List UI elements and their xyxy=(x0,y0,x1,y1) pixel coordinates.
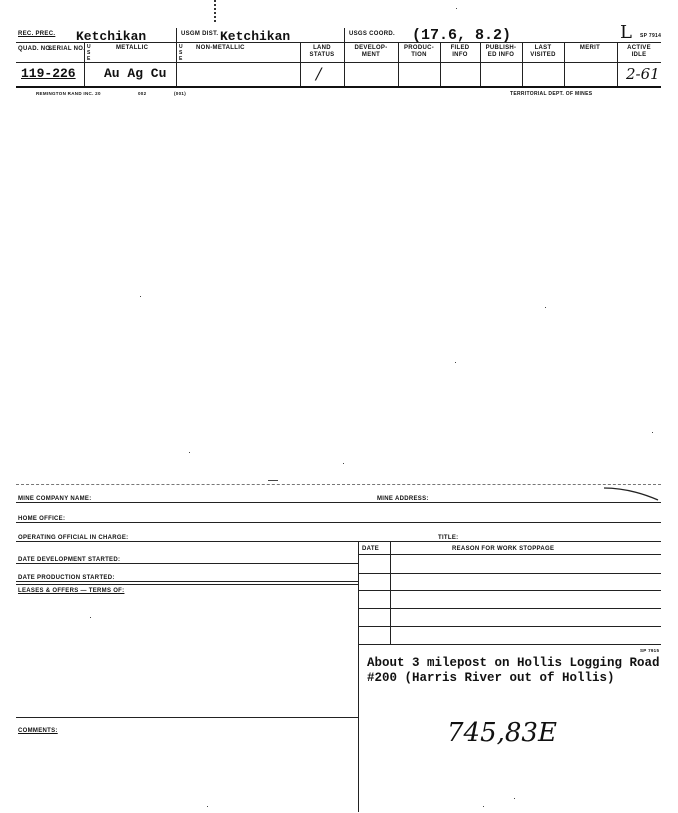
filed-info-header: FILED INFO xyxy=(450,45,470,58)
use-nonmetallic-code: U S E xyxy=(179,44,183,62)
metallic-value: Au Ag Cu xyxy=(104,66,167,81)
scan-speck xyxy=(140,296,141,297)
col-divider xyxy=(84,43,85,86)
row-rule xyxy=(358,573,661,574)
scan-speck xyxy=(189,452,190,453)
scan-mark xyxy=(214,0,216,22)
rec-prec-label: REC. PREC. xyxy=(18,31,56,37)
row-rule xyxy=(358,590,661,591)
scan-speck xyxy=(652,432,653,433)
merit-header: MERIT xyxy=(579,45,601,51)
serial-no-header: SERIAL NO. xyxy=(48,46,86,52)
row-rule xyxy=(16,541,661,542)
non-metallic-header: NON-METALLIC xyxy=(196,45,245,51)
usgm-dist-label: USGM DIST. xyxy=(181,31,219,37)
metallic-header: METALLIC xyxy=(116,45,149,51)
usgm-dist-value: Ketchikan xyxy=(220,29,291,44)
location-line-2: #200 (Harris River out of Hollis) xyxy=(367,671,615,685)
footer-department: TERRITORIAL DEPT. OF MINES xyxy=(510,91,593,97)
reason-col-label: REASON FOR WORK STOPPAGE xyxy=(452,546,555,552)
active-idle-header: ACTIVE IDLE xyxy=(627,45,651,58)
col-divider xyxy=(522,43,523,86)
usgs-coord-label: USGS COORD. xyxy=(349,31,395,37)
form-number-bottom: SP 7915 xyxy=(640,648,660,653)
date-development-label: DATE DEVELOPMENT STARTED: xyxy=(18,557,121,563)
footer-code-2: (001) xyxy=(174,91,187,96)
header-row-bottom xyxy=(16,62,661,63)
row-rule xyxy=(16,522,661,523)
location-line-1: About 3 milepost on Hollis Logging Road xyxy=(367,656,660,670)
date-col-border xyxy=(390,542,391,644)
date-production-label: DATE PRODUCTION STARTED: xyxy=(18,575,115,581)
development-header: DEVELOP-MENT xyxy=(354,45,388,58)
col-divider xyxy=(440,43,441,86)
quad-serial-value: 119-226 xyxy=(21,66,76,81)
quad-no-header: QUAD. NO. xyxy=(18,46,53,52)
handwritten-reference: 745,83E xyxy=(447,718,557,748)
leases-label: LEASES & OFFERS — TERMS OF: xyxy=(18,588,125,594)
row-rule xyxy=(358,626,661,627)
col-divider xyxy=(480,43,481,86)
scan-speck xyxy=(545,307,546,308)
row-rule xyxy=(358,644,661,645)
row-rule xyxy=(16,717,358,718)
use-metallic-code: U S E xyxy=(87,44,91,62)
home-office-label: HOME OFFICE: xyxy=(18,516,66,522)
scan-speck xyxy=(455,362,456,363)
mine-record-card-bottom xyxy=(0,470,678,813)
comments-label: COMMENTS: xyxy=(18,728,58,734)
col-divider xyxy=(300,43,301,86)
row-rule xyxy=(358,608,661,609)
card-top-mark xyxy=(268,480,278,481)
operating-official-label: OPERATING OFFICIAL IN CHARGE: xyxy=(18,535,129,541)
land-status-header: LAND STATUS xyxy=(309,45,335,58)
date-col-label: DATE xyxy=(362,546,380,552)
mine-address-label: MINE ADDRESS: xyxy=(377,496,429,502)
card-top-edge xyxy=(16,484,661,485)
row-rule xyxy=(16,563,358,564)
production-header: PRODUC-TION xyxy=(403,45,435,58)
active-idle-value: 2-61 xyxy=(626,65,660,83)
col-divider xyxy=(617,43,618,86)
col-divider xyxy=(564,43,565,86)
usgs-coord-value: (17.6, 8.2) xyxy=(412,27,512,44)
row-rule xyxy=(16,584,358,585)
right-table-border xyxy=(358,542,359,812)
mine-record-card-top xyxy=(0,0,678,100)
row-rule xyxy=(16,581,358,582)
card-bottom-rule xyxy=(16,86,661,88)
card-corner-curve xyxy=(600,484,660,502)
title-label: TITLE: xyxy=(438,535,459,541)
last-visited-header: LAST VISITED xyxy=(530,45,556,58)
form-number-top: SP 7914 xyxy=(640,33,662,39)
col-divider xyxy=(398,43,399,86)
land-status-value: / xyxy=(316,64,322,83)
col-divider xyxy=(344,28,345,86)
rec-prec-value: Ketchikan xyxy=(76,29,147,44)
scan-speck xyxy=(456,8,457,9)
published-info-header: PUBLISH-ED INFO xyxy=(485,45,517,58)
footer-printer: REMINGTON RAND INC. 20 xyxy=(36,91,101,96)
scan-speck xyxy=(343,463,344,464)
row-rule xyxy=(358,554,661,555)
footer-code-1: 002 xyxy=(138,91,147,96)
col-divider xyxy=(176,28,177,86)
row-rule xyxy=(16,502,661,503)
mine-company-name-label: MINE COMPANY NAME: xyxy=(18,496,92,502)
corner-mark: L xyxy=(620,22,632,43)
